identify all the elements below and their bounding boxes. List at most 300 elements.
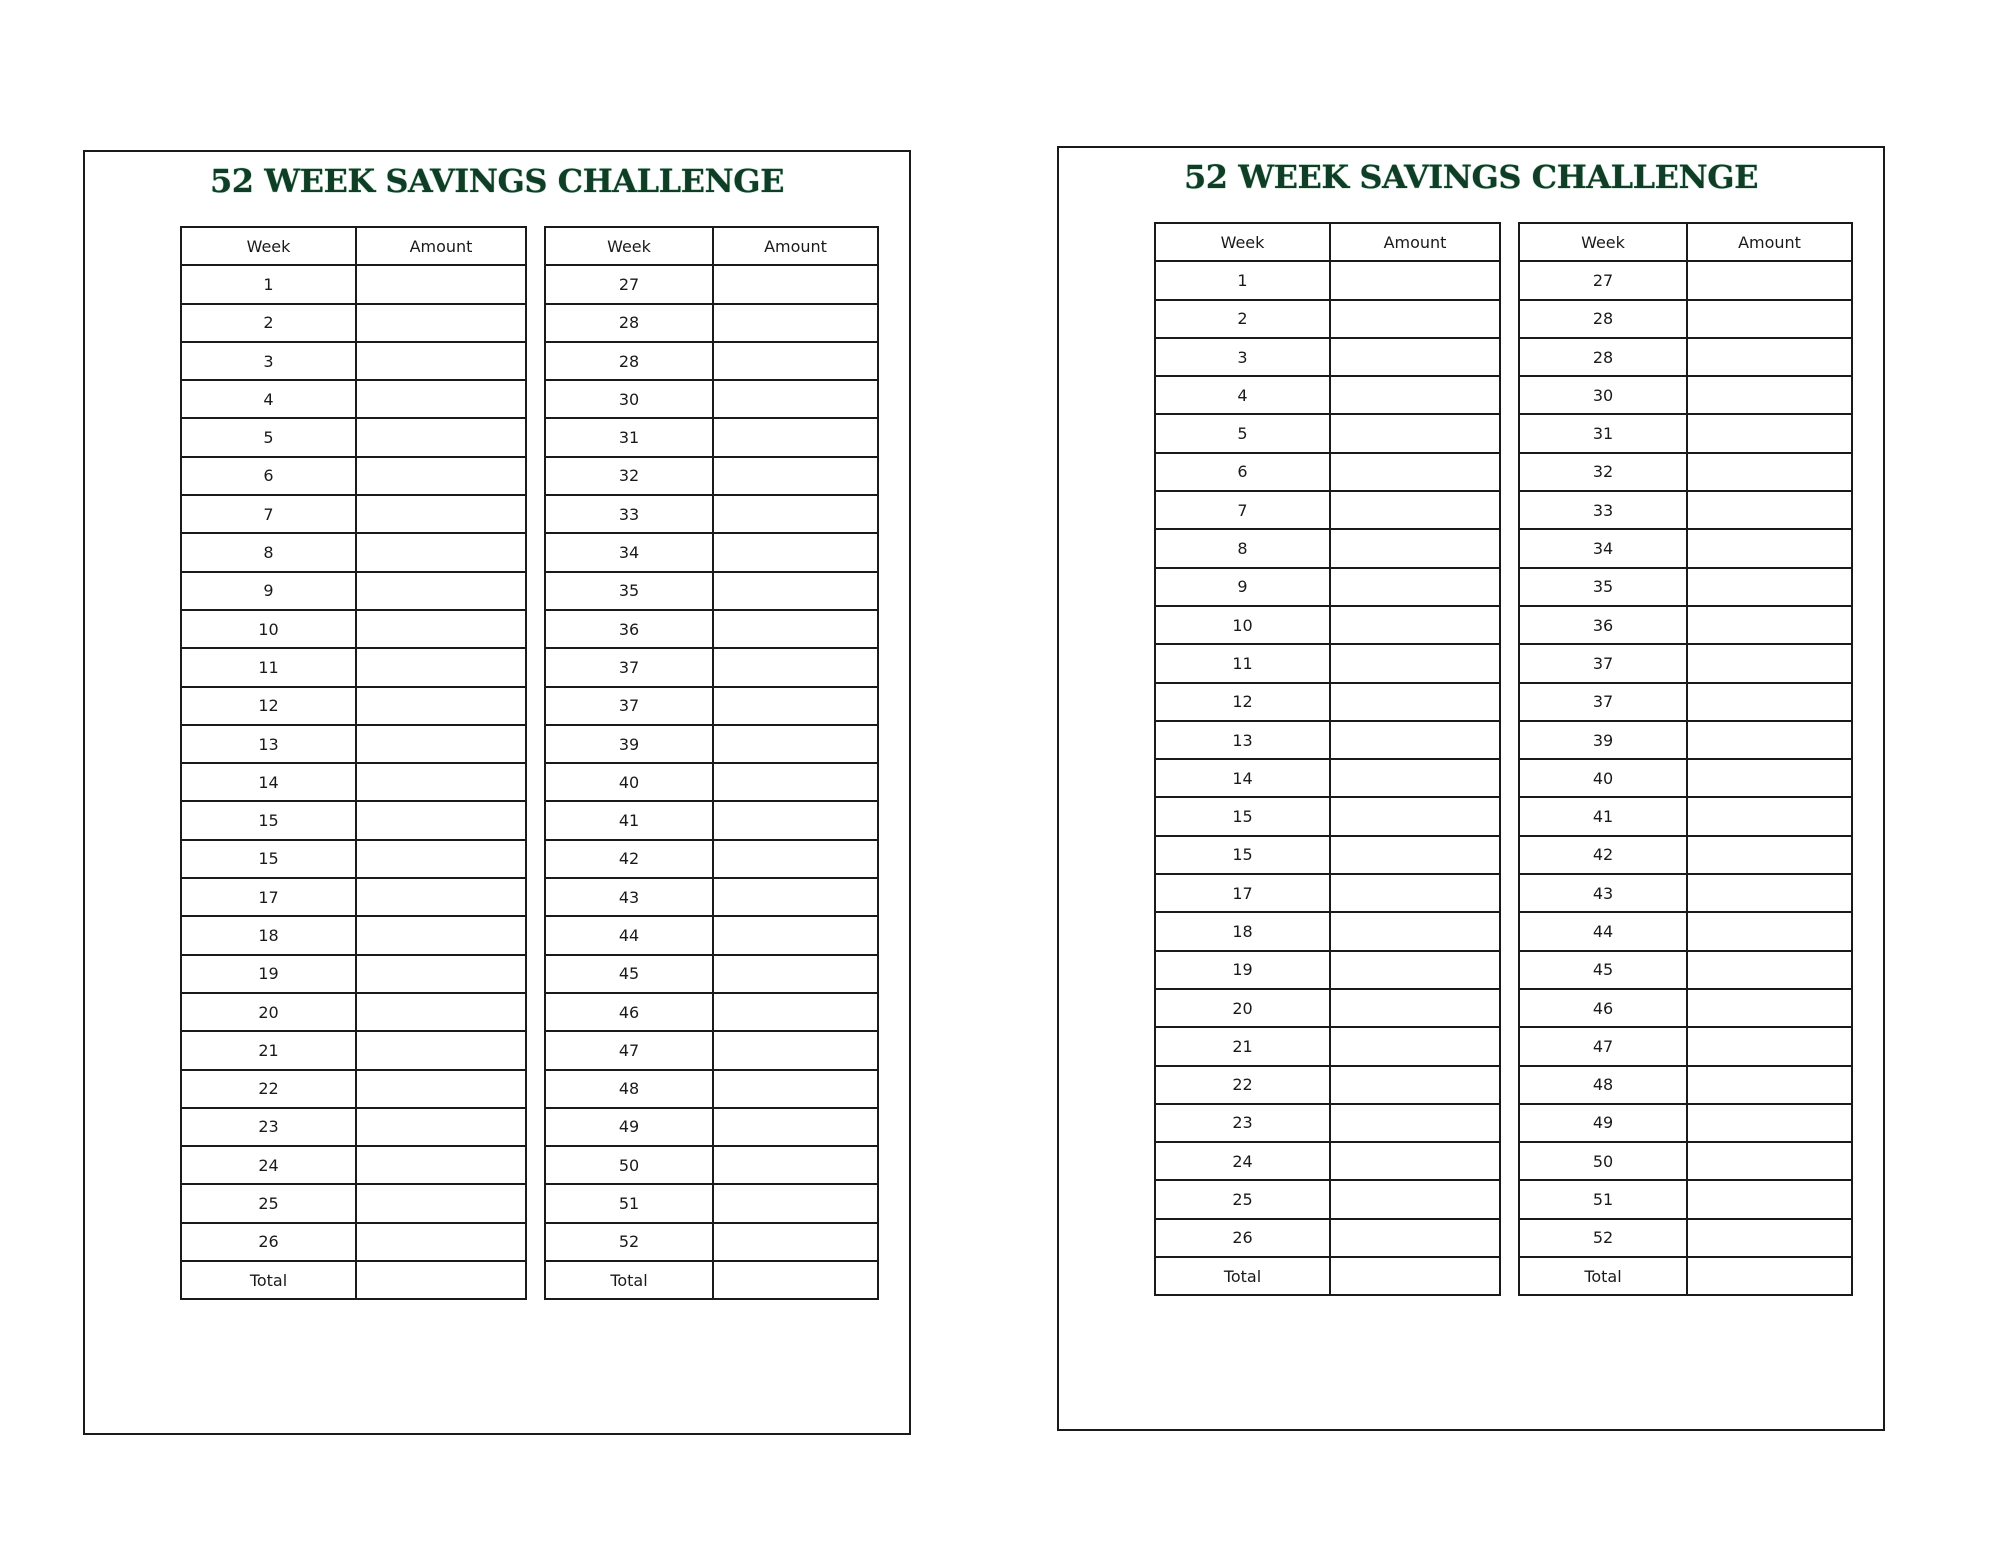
table-row bbox=[1155, 1180, 1500, 1218]
week-number-cell: 8 bbox=[181, 533, 356, 571]
amount-cell[interactable] bbox=[356, 1223, 526, 1261]
week-number-cell: 11 bbox=[181, 648, 356, 686]
week-number-cell: 4 bbox=[181, 380, 356, 418]
total-label-cell: Total bbox=[1519, 1257, 1687, 1295]
week-number-cell: 1 bbox=[1155, 261, 1330, 299]
table-row bbox=[1519, 568, 1852, 606]
week-number-cell: 25 bbox=[181, 1184, 356, 1222]
amount-cell[interactable] bbox=[713, 533, 878, 571]
amount-cell[interactable] bbox=[356, 840, 526, 878]
table-row bbox=[1519, 261, 1852, 299]
total-row bbox=[1155, 1257, 1500, 1295]
amount-cell[interactable] bbox=[356, 610, 526, 648]
amount-cell[interactable] bbox=[1330, 414, 1500, 452]
table-row bbox=[545, 418, 878, 456]
week-column-header: Week bbox=[1155, 223, 1330, 261]
week-number-cell: 48 bbox=[545, 1070, 713, 1108]
amount-cell[interactable] bbox=[1330, 836, 1500, 874]
amount-cell[interactable] bbox=[713, 380, 878, 418]
table-row bbox=[1519, 376, 1852, 414]
amount-cell[interactable] bbox=[1330, 721, 1500, 759]
amount-cell[interactable] bbox=[356, 495, 526, 533]
amount-column-header: Amount bbox=[356, 227, 526, 265]
total-row bbox=[545, 1261, 878, 1299]
week-number-cell: 13 bbox=[181, 725, 356, 763]
table-row bbox=[545, 993, 878, 1031]
table-row bbox=[181, 1070, 526, 1108]
amount-cell[interactable] bbox=[1687, 1219, 1852, 1257]
amount-cell[interactable] bbox=[1687, 1142, 1852, 1180]
amount-cell[interactable] bbox=[356, 533, 526, 571]
table-row bbox=[1519, 338, 1852, 376]
week-number-cell: 11 bbox=[1155, 644, 1330, 682]
week-number-cell: 52 bbox=[545, 1223, 713, 1261]
amount-cell[interactable] bbox=[713, 1070, 878, 1108]
amount-cell[interactable] bbox=[1687, 989, 1852, 1027]
week-number-cell: 44 bbox=[545, 916, 713, 954]
table-row bbox=[1519, 683, 1852, 721]
table-row bbox=[181, 418, 526, 456]
amount-cell[interactable] bbox=[356, 418, 526, 456]
week-number-cell: 28 bbox=[1519, 300, 1687, 338]
table-row bbox=[1519, 759, 1852, 797]
amount-cell[interactable] bbox=[713, 878, 878, 916]
week-number-cell: 5 bbox=[1155, 414, 1330, 452]
table-row bbox=[1519, 300, 1852, 338]
table-row bbox=[545, 1108, 878, 1146]
week-number-cell: 15 bbox=[1155, 797, 1330, 835]
table-row bbox=[545, 1031, 878, 1069]
week-number-cell: 26 bbox=[181, 1223, 356, 1261]
table-row bbox=[181, 1146, 526, 1184]
amount-cell[interactable] bbox=[1687, 300, 1852, 338]
amount-cell[interactable] bbox=[713, 648, 878, 686]
amount-cell[interactable] bbox=[1687, 683, 1852, 721]
amount-cell[interactable] bbox=[1687, 453, 1852, 491]
week-number-cell: 18 bbox=[181, 916, 356, 954]
week-number-cell: 14 bbox=[1155, 759, 1330, 797]
week-number-cell: 3 bbox=[1155, 338, 1330, 376]
table-row bbox=[545, 265, 878, 303]
amount-cell[interactable] bbox=[713, 993, 878, 1031]
amount-cell[interactable] bbox=[1330, 568, 1500, 606]
week-number-cell: 41 bbox=[545, 801, 713, 839]
table-row bbox=[1155, 1104, 1500, 1142]
table-row bbox=[1155, 644, 1500, 682]
table-row bbox=[1519, 1027, 1852, 1065]
week-number-cell: 20 bbox=[181, 993, 356, 1031]
amount-cell[interactable] bbox=[1330, 1027, 1500, 1065]
amount-cell[interactable] bbox=[1687, 261, 1852, 299]
amount-cell[interactable] bbox=[356, 725, 526, 763]
amount-cell[interactable] bbox=[713, 1184, 878, 1222]
table-row bbox=[1519, 1180, 1852, 1218]
amount-cell[interactable] bbox=[713, 610, 878, 648]
amount-cell[interactable] bbox=[713, 265, 878, 303]
week-number-cell: 2 bbox=[181, 304, 356, 342]
amount-cell[interactable] bbox=[1330, 261, 1500, 299]
amount-cell[interactable] bbox=[356, 1108, 526, 1146]
amount-cell[interactable] bbox=[713, 1146, 878, 1184]
amount-cell[interactable] bbox=[356, 342, 526, 380]
amount-cell[interactable] bbox=[713, 1031, 878, 1069]
amount-column-header: Amount bbox=[1687, 223, 1852, 261]
amount-cell[interactable] bbox=[1330, 1180, 1500, 1218]
table-row bbox=[1519, 644, 1852, 682]
amount-cell[interactable] bbox=[356, 763, 526, 801]
week-number-cell: 41 bbox=[1519, 797, 1687, 835]
table-row bbox=[1519, 951, 1852, 989]
amount-cell[interactable] bbox=[1687, 414, 1852, 452]
table-row bbox=[1155, 912, 1500, 950]
table-row bbox=[1155, 606, 1500, 644]
savings-table-weeks-27-52 bbox=[544, 226, 879, 1300]
amount-column-header: Amount bbox=[1330, 223, 1500, 261]
table-row bbox=[1155, 1219, 1500, 1257]
savings-table-weeks-27-52 bbox=[1518, 222, 1853, 1296]
amount-cell[interactable] bbox=[356, 878, 526, 916]
week-number-cell: 30 bbox=[545, 380, 713, 418]
week-number-cell: 28 bbox=[1519, 338, 1687, 376]
week-number-cell: 9 bbox=[181, 572, 356, 610]
table-row bbox=[1519, 721, 1852, 759]
table-row bbox=[1155, 951, 1500, 989]
table-row bbox=[181, 1031, 526, 1069]
amount-cell[interactable] bbox=[1330, 1219, 1500, 1257]
amount-cell[interactable] bbox=[1687, 759, 1852, 797]
amount-cell[interactable] bbox=[1330, 1066, 1500, 1104]
total-amount-cell[interactable] bbox=[1330, 1257, 1500, 1295]
table-row bbox=[1155, 797, 1500, 835]
week-number-cell: 36 bbox=[1519, 606, 1687, 644]
week-number-cell: 21 bbox=[1155, 1027, 1330, 1065]
amount-cell[interactable] bbox=[713, 1108, 878, 1146]
week-number-cell: 43 bbox=[1519, 874, 1687, 912]
week-number-cell: 50 bbox=[545, 1146, 713, 1184]
amount-cell[interactable] bbox=[1687, 644, 1852, 682]
table-row bbox=[545, 878, 878, 916]
amount-cell[interactable] bbox=[356, 1031, 526, 1069]
week-number-cell: 18 bbox=[1155, 912, 1330, 950]
amount-cell[interactable] bbox=[1687, 874, 1852, 912]
amount-cell[interactable] bbox=[1330, 874, 1500, 912]
table-row bbox=[1519, 1142, 1852, 1180]
table-row bbox=[181, 993, 526, 1031]
week-number-cell: 39 bbox=[1519, 721, 1687, 759]
table-row bbox=[181, 840, 526, 878]
sheet-title: 52 WEEK SAVINGS CHALLENGE bbox=[210, 162, 784, 200]
amount-cell[interactable] bbox=[356, 265, 526, 303]
total-amount-cell[interactable] bbox=[713, 1261, 878, 1299]
week-number-cell: 20 bbox=[1155, 989, 1330, 1027]
total-label-cell: Total bbox=[545, 1261, 713, 1299]
week-number-cell: 7 bbox=[181, 495, 356, 533]
week-number-cell: 24 bbox=[181, 1146, 356, 1184]
table-row bbox=[1519, 453, 1852, 491]
week-number-cell: 51 bbox=[545, 1184, 713, 1222]
week-number-cell: 26 bbox=[1155, 1219, 1330, 1257]
amount-cell[interactable] bbox=[713, 725, 878, 763]
table-row bbox=[545, 725, 878, 763]
week-column-header: Week bbox=[1519, 223, 1687, 261]
amount-cell[interactable] bbox=[713, 1223, 878, 1261]
amount-cell[interactable] bbox=[713, 763, 878, 801]
amount-cell[interactable] bbox=[356, 1146, 526, 1184]
amount-cell[interactable] bbox=[1330, 1142, 1500, 1180]
week-number-cell: 9 bbox=[1155, 568, 1330, 606]
week-number-cell: 1 bbox=[181, 265, 356, 303]
week-number-cell: 31 bbox=[545, 418, 713, 456]
amount-cell[interactable] bbox=[1687, 1180, 1852, 1218]
table-row bbox=[181, 304, 526, 342]
table-row bbox=[1155, 1142, 1500, 1180]
week-number-cell: 21 bbox=[181, 1031, 356, 1069]
table-row bbox=[545, 342, 878, 380]
amount-cell[interactable] bbox=[1330, 644, 1500, 682]
table-row bbox=[1155, 261, 1500, 299]
week-number-cell: 6 bbox=[181, 457, 356, 495]
amount-cell[interactable] bbox=[1687, 1027, 1852, 1065]
table-row bbox=[1519, 989, 1852, 1027]
week-number-cell: 34 bbox=[1519, 529, 1687, 567]
week-number-cell: 33 bbox=[545, 495, 713, 533]
amount-cell[interactable] bbox=[1330, 951, 1500, 989]
week-number-cell: 44 bbox=[1519, 912, 1687, 950]
table-row bbox=[1519, 797, 1852, 835]
table-row bbox=[1519, 1104, 1852, 1142]
amount-cell[interactable] bbox=[1687, 951, 1852, 989]
table-row bbox=[1155, 836, 1500, 874]
week-number-cell: 7 bbox=[1155, 491, 1330, 529]
amount-cell[interactable] bbox=[1687, 491, 1852, 529]
amount-cell[interactable] bbox=[356, 304, 526, 342]
amount-cell[interactable] bbox=[713, 687, 878, 725]
total-label-cell: Total bbox=[181, 1261, 356, 1299]
table-row bbox=[1519, 874, 1852, 912]
amount-cell[interactable] bbox=[1330, 300, 1500, 338]
week-number-cell: 33 bbox=[1519, 491, 1687, 529]
table-row bbox=[181, 1184, 526, 1222]
amount-cell[interactable] bbox=[356, 1184, 526, 1222]
amount-cell[interactable] bbox=[356, 916, 526, 954]
amount-cell[interactable] bbox=[1330, 1104, 1500, 1142]
week-number-cell: 37 bbox=[1519, 683, 1687, 721]
week-number-cell: 10 bbox=[1155, 606, 1330, 644]
amount-cell[interactable] bbox=[1687, 721, 1852, 759]
table-row bbox=[1155, 989, 1500, 1027]
amount-cell[interactable] bbox=[1687, 1104, 1852, 1142]
table-row bbox=[1155, 874, 1500, 912]
table-row bbox=[181, 725, 526, 763]
table-row bbox=[181, 1223, 526, 1261]
table-row bbox=[545, 1223, 878, 1261]
savings-sheet-left bbox=[83, 150, 911, 1435]
table-row bbox=[181, 380, 526, 418]
amount-cell[interactable] bbox=[713, 840, 878, 878]
amount-cell[interactable] bbox=[356, 955, 526, 993]
savings-table-weeks-1-26 bbox=[180, 226, 527, 1300]
amount-cell[interactable] bbox=[356, 380, 526, 418]
amount-cell[interactable] bbox=[1330, 338, 1500, 376]
amount-cell[interactable] bbox=[1687, 606, 1852, 644]
week-number-cell: 17 bbox=[1155, 874, 1330, 912]
week-number-cell: 15 bbox=[1155, 836, 1330, 874]
amount-cell[interactable] bbox=[1687, 568, 1852, 606]
amount-cell[interactable] bbox=[713, 801, 878, 839]
amount-cell[interactable] bbox=[1687, 376, 1852, 414]
table-row bbox=[545, 1070, 878, 1108]
table-row bbox=[545, 572, 878, 610]
table-row bbox=[1519, 491, 1852, 529]
week-number-cell: 49 bbox=[1519, 1104, 1687, 1142]
amount-cell[interactable] bbox=[356, 648, 526, 686]
week-number-cell: 36 bbox=[545, 610, 713, 648]
table-row bbox=[1155, 721, 1500, 759]
table-header-row bbox=[1155, 223, 1500, 261]
amount-cell[interactable] bbox=[1330, 529, 1500, 567]
week-number-cell: 42 bbox=[1519, 836, 1687, 874]
week-number-cell: 46 bbox=[545, 993, 713, 1031]
table-row bbox=[181, 572, 526, 610]
week-number-cell: 14 bbox=[181, 763, 356, 801]
savings-sheet-right bbox=[1057, 146, 1885, 1431]
amount-cell[interactable] bbox=[356, 687, 526, 725]
week-number-cell: 12 bbox=[181, 687, 356, 725]
week-number-cell: 15 bbox=[181, 801, 356, 839]
week-number-cell: 45 bbox=[1519, 951, 1687, 989]
amount-cell[interactable] bbox=[1687, 797, 1852, 835]
total-row bbox=[181, 1261, 526, 1299]
table-row bbox=[1519, 606, 1852, 644]
total-amount-cell[interactable] bbox=[356, 1261, 526, 1299]
table-row bbox=[1155, 529, 1500, 567]
amount-cell[interactable] bbox=[1330, 453, 1500, 491]
amount-cell[interactable] bbox=[713, 304, 878, 342]
week-number-cell: 48 bbox=[1519, 1066, 1687, 1104]
total-label-cell: Total bbox=[1155, 1257, 1330, 1295]
week-number-cell: 31 bbox=[1519, 414, 1687, 452]
table-header-row bbox=[545, 227, 878, 265]
table-row bbox=[545, 533, 878, 571]
amount-cell[interactable] bbox=[356, 572, 526, 610]
table-row bbox=[1155, 338, 1500, 376]
table-row bbox=[181, 955, 526, 993]
table-row bbox=[181, 265, 526, 303]
table-row bbox=[545, 687, 878, 725]
amount-cell[interactable] bbox=[1330, 912, 1500, 950]
amount-cell[interactable] bbox=[356, 457, 526, 495]
week-number-cell: 34 bbox=[545, 533, 713, 571]
amount-cell[interactable] bbox=[1687, 529, 1852, 567]
week-column-header: Week bbox=[181, 227, 356, 265]
amount-cell[interactable] bbox=[1330, 491, 1500, 529]
week-number-cell: 23 bbox=[1155, 1104, 1330, 1142]
amount-cell[interactable] bbox=[1330, 797, 1500, 835]
week-number-cell: 37 bbox=[545, 648, 713, 686]
week-number-cell: 37 bbox=[1519, 644, 1687, 682]
week-number-cell: 39 bbox=[545, 725, 713, 763]
table-row bbox=[545, 495, 878, 533]
table-row bbox=[1155, 1027, 1500, 1065]
amount-cell[interactable] bbox=[713, 418, 878, 456]
table-row bbox=[181, 763, 526, 801]
total-amount-cell[interactable] bbox=[1687, 1257, 1852, 1295]
table-row bbox=[545, 380, 878, 418]
table-row bbox=[545, 955, 878, 993]
week-column-header: Week bbox=[545, 227, 713, 265]
week-number-cell: 28 bbox=[545, 342, 713, 380]
table-row bbox=[181, 801, 526, 839]
week-number-cell: 35 bbox=[545, 572, 713, 610]
table-row bbox=[1155, 1066, 1500, 1104]
week-number-cell: 43 bbox=[545, 878, 713, 916]
sheet-title: 52 WEEK SAVINGS CHALLENGE bbox=[1184, 158, 1758, 196]
amount-cell[interactable] bbox=[713, 572, 878, 610]
week-number-cell: 5 bbox=[181, 418, 356, 456]
amount-cell[interactable] bbox=[356, 1070, 526, 1108]
week-number-cell: 28 bbox=[545, 304, 713, 342]
amount-cell[interactable] bbox=[713, 955, 878, 993]
week-number-cell: 6 bbox=[1155, 453, 1330, 491]
week-number-cell: 3 bbox=[181, 342, 356, 380]
amount-cell[interactable] bbox=[1330, 606, 1500, 644]
week-number-cell: 19 bbox=[1155, 951, 1330, 989]
table-row bbox=[545, 457, 878, 495]
table-row bbox=[181, 878, 526, 916]
week-number-cell: 45 bbox=[545, 955, 713, 993]
table-row bbox=[181, 916, 526, 954]
amount-cell[interactable] bbox=[1330, 376, 1500, 414]
table-row bbox=[181, 687, 526, 725]
table-row bbox=[1519, 1066, 1852, 1104]
week-number-cell: 8 bbox=[1155, 529, 1330, 567]
week-number-cell: 13 bbox=[1155, 721, 1330, 759]
amount-cell[interactable] bbox=[1687, 912, 1852, 950]
amount-cell[interactable] bbox=[356, 993, 526, 1031]
week-number-cell: 47 bbox=[1519, 1027, 1687, 1065]
week-number-cell: 27 bbox=[545, 265, 713, 303]
amount-cell[interactable] bbox=[1687, 1066, 1852, 1104]
week-number-cell: 15 bbox=[181, 840, 356, 878]
week-number-cell: 32 bbox=[1519, 453, 1687, 491]
amount-cell[interactable] bbox=[713, 495, 878, 533]
amount-cell[interactable] bbox=[713, 457, 878, 495]
week-number-cell: 17 bbox=[181, 878, 356, 916]
week-number-cell: 30 bbox=[1519, 376, 1687, 414]
amount-cell[interactable] bbox=[1330, 759, 1500, 797]
week-number-cell: 27 bbox=[1519, 261, 1687, 299]
table-row bbox=[1519, 912, 1852, 950]
week-number-cell: 22 bbox=[181, 1070, 356, 1108]
week-number-cell: 35 bbox=[1519, 568, 1687, 606]
week-number-cell: 47 bbox=[545, 1031, 713, 1069]
table-row bbox=[545, 1184, 878, 1222]
amount-cell[interactable] bbox=[1330, 683, 1500, 721]
table-row bbox=[545, 304, 878, 342]
table-row bbox=[181, 342, 526, 380]
amount-cell[interactable] bbox=[713, 916, 878, 954]
amount-cell[interactable] bbox=[713, 342, 878, 380]
table-row bbox=[1155, 453, 1500, 491]
week-number-cell: 10 bbox=[181, 610, 356, 648]
week-number-cell: 12 bbox=[1155, 683, 1330, 721]
amount-cell[interactable] bbox=[1687, 836, 1852, 874]
week-number-cell: 52 bbox=[1519, 1219, 1687, 1257]
amount-cell[interactable] bbox=[356, 801, 526, 839]
amount-cell[interactable] bbox=[1330, 989, 1500, 1027]
total-row bbox=[1519, 1257, 1852, 1295]
amount-cell[interactable] bbox=[1687, 338, 1852, 376]
